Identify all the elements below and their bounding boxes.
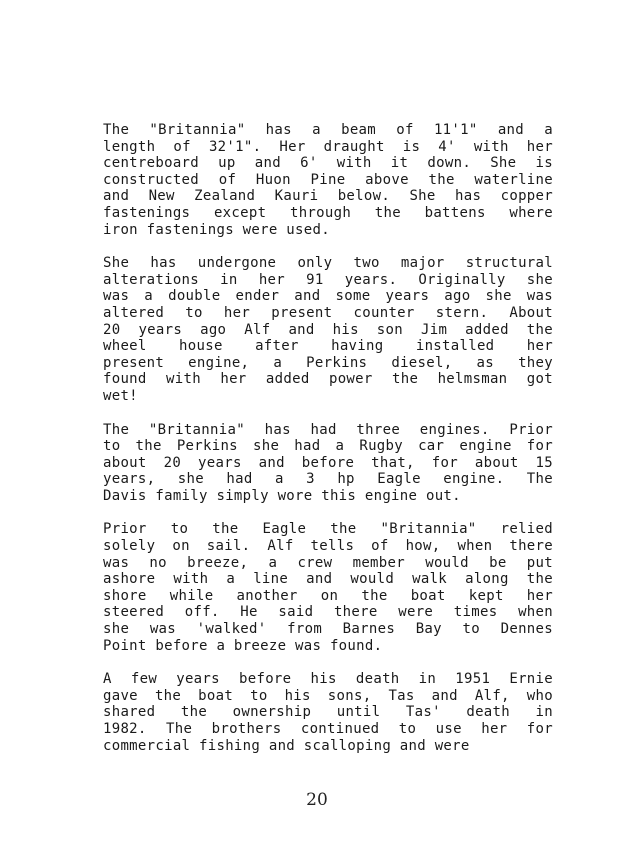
text-line: centreboard up and 6' with it down. She is — [103, 155, 553, 172]
text-line: she was 'walked' from Barnes Bay to Dennes — [103, 621, 553, 638]
text-line: The "Britannia" has had three engines. Prior — [103, 421, 553, 438]
text-line: shore while another on the boat kept her — [103, 587, 553, 604]
paragraph — [103, 521, 553, 654]
text-line: She has undergone only two major structural — [103, 255, 553, 272]
text-line: to the Perkins she had a Rugby car engine for — [103, 438, 553, 455]
text-line: ashore with a line and would walk along the — [103, 571, 553, 588]
text-line: iron fastenings were used. — [103, 221, 330, 238]
text-line: found with her added power the helmsman got — [103, 371, 553, 388]
text-line: The "Britannia" has a beam of 11'1" and a — [103, 122, 553, 138]
text-line: altered to her present counter stern. About — [103, 304, 553, 321]
text-line: and New Zealand Kauri below. She has copper — [103, 188, 553, 205]
text-line: present engine, a Perkins diesel, as they — [103, 354, 553, 371]
text-line: commercial fishing and scalloping and were — [103, 737, 470, 754]
text-line: about 20 years and before that, for about 15 — [103, 454, 553, 471]
paragraph — [103, 122, 553, 238]
text-line: A few years before his death in 1951 Ernie — [103, 671, 553, 688]
text-line: was a double ender and some years ago she was — [103, 288, 553, 305]
text-line: wet! — [103, 387, 138, 404]
text-line: years, she had a 3 hp Eagle engine. The — [103, 471, 553, 488]
paragraph — [103, 422, 553, 505]
text-line: solely on sail. Alf tells of how, when there — [103, 538, 553, 555]
text-line: was no breeze, a crew member would be put — [103, 554, 553, 571]
text-line: 20 years ago Alf and his son Jim added the — [103, 321, 553, 338]
text-line: Point before a breeze was found. — [103, 637, 383, 654]
text-line: steered off. He said there were times when — [103, 604, 553, 621]
text-line: gave the boat to his sons, Tas and Alf, who — [103, 687, 553, 704]
paragraph — [103, 255, 553, 404]
paragraph — [103, 671, 553, 754]
text-line: wheel house after having installed her — [103, 338, 553, 355]
text-line: alterations in her 91 years. Originally she — [103, 271, 553, 288]
text-line: fastenings except through the battens where — [103, 204, 553, 221]
text-line: shared the ownership until Tas' death in — [103, 704, 553, 721]
text-line: constructed of Huon Pine above the waterline — [103, 171, 553, 188]
page-number: 20 — [306, 790, 328, 810]
text-line: 1982. The brothers continued to use her for — [103, 721, 553, 737]
text-line: Prior to the Eagle the "Britannia" relied — [103, 521, 553, 538]
text-line: Davis family simply wore this engine out. — [103, 487, 461, 504]
text-line: length of 32'1". Her draught is 4' with her — [103, 138, 553, 155]
body-text — [103, 122, 553, 771]
